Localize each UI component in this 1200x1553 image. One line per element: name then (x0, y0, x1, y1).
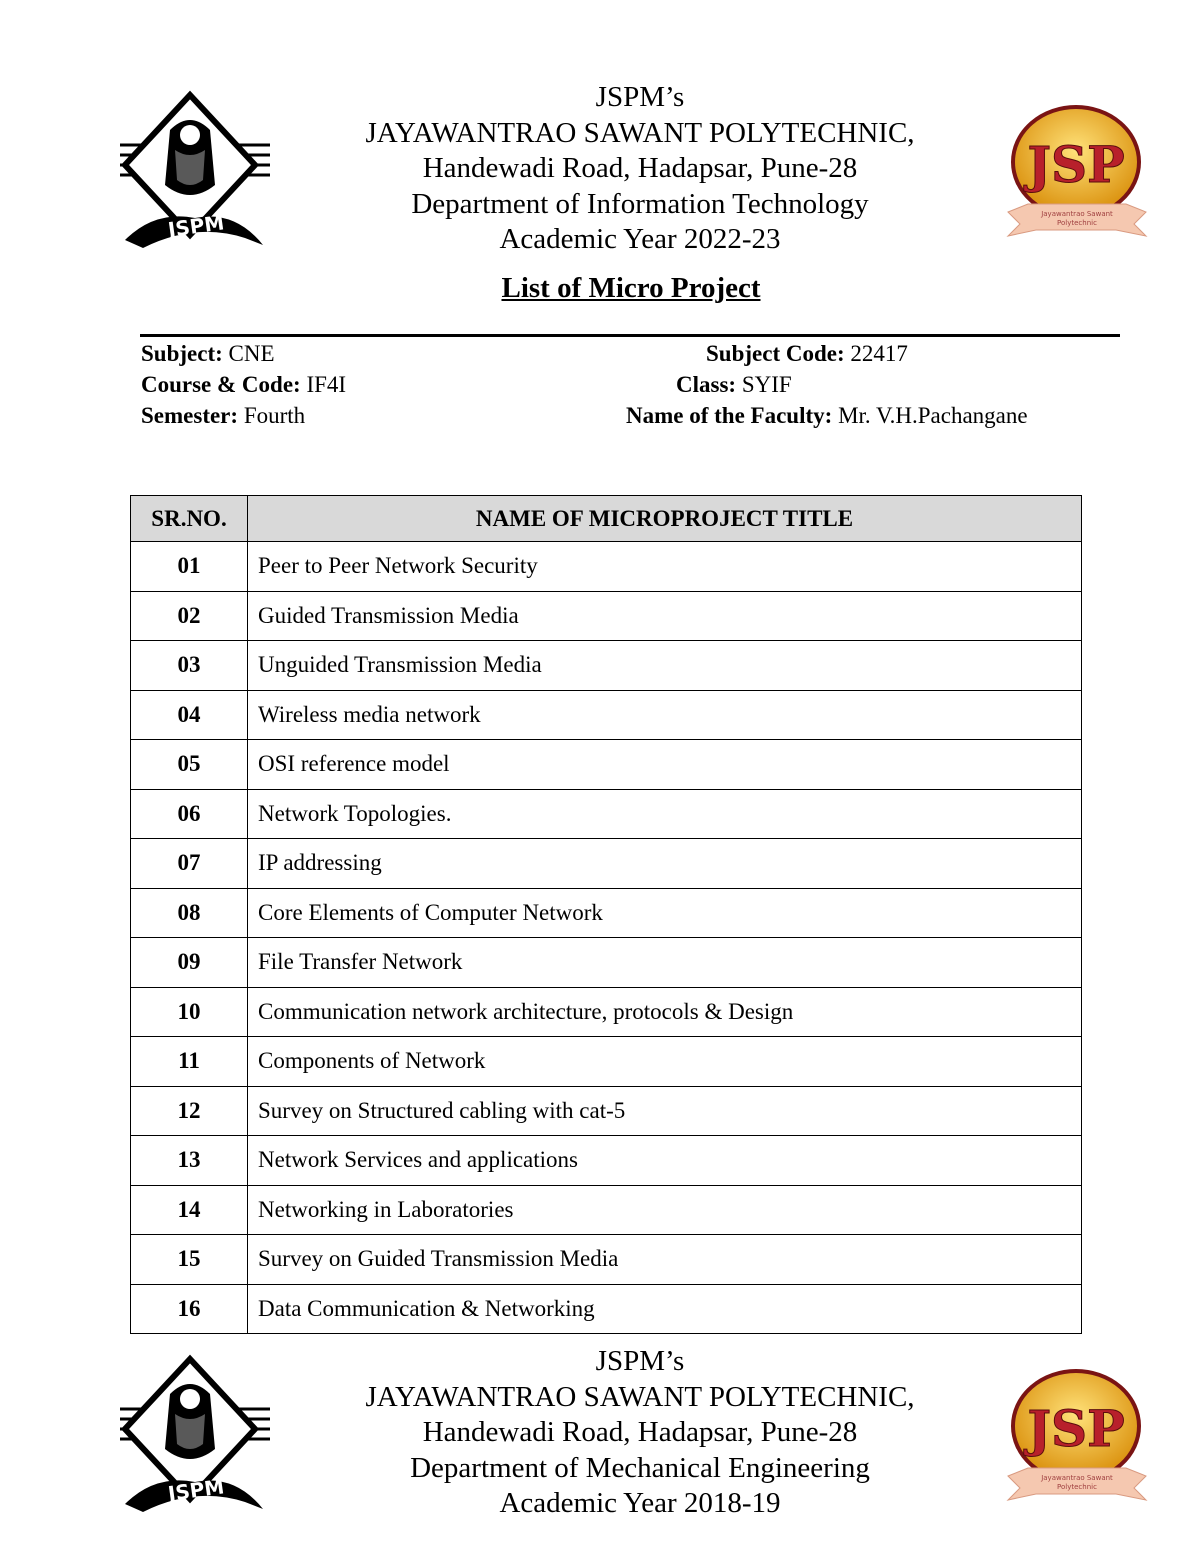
sr-no-cell: 11 (131, 1037, 248, 1087)
title-cell: Peer to Peer Network Security (248, 542, 1082, 592)
sr-no-cell: 16 (131, 1284, 248, 1334)
title-cell: Data Communication & Networking (248, 1284, 1082, 1334)
sr-no-cell: 05 (131, 740, 248, 790)
title-cell: Survey on Structured cabling with cat-5 (248, 1086, 1082, 1136)
table-row (131, 690, 1082, 740)
institute-name: JAYAWANTRAO SAWANT POLYTECHNIC, (365, 116, 915, 149)
department-name: Department of Information Technology (411, 187, 869, 220)
microproject-table (130, 495, 1082, 1334)
table-row (131, 1086, 1082, 1136)
title-cell: Network Services and applications (248, 1136, 1082, 1186)
sr-no-cell: 15 (131, 1235, 248, 1285)
sr-no-cell: 14 (131, 1185, 248, 1235)
sr-no-cell: 10 (131, 987, 248, 1037)
sr-no-cell: 03 (131, 641, 248, 691)
table-row (131, 888, 1082, 938)
table-row (131, 641, 1082, 691)
table-row (131, 1284, 1082, 1334)
svg-text:Polytechnic: Polytechnic (1057, 219, 1097, 227)
subject-info: Subject: CNE (141, 341, 275, 366)
title-cell: Communication network architecture, protocols & Design (248, 987, 1082, 1037)
title-cell: Guided Transmission Media (248, 591, 1082, 641)
title-cell: Network Topologies. (248, 789, 1082, 839)
sr-no-cell: 13 (131, 1136, 248, 1186)
table-row (131, 542, 1082, 592)
subject-code-info: Subject Code: 22417 (706, 341, 908, 366)
class-info: Class: SYIF (676, 372, 792, 397)
header-divider (140, 334, 1120, 337)
title-header: NAME OF MICROPROJECT TITLE (248, 496, 1082, 542)
semester-info: Semester: Fourth (141, 403, 306, 428)
sr-no-cell: 02 (131, 591, 248, 641)
sr-no-cell: 04 (131, 690, 248, 740)
institute-header-text-bottom (300, 1344, 980, 1522)
sr-no-cell: 12 (131, 1086, 248, 1136)
jsp-logo-icon (1006, 1368, 1148, 1513)
sr-no-cell: 09 (131, 938, 248, 988)
table-row (131, 1185, 1082, 1235)
course-info: Course & Code: IF4I (141, 372, 347, 397)
department-name: Department of Mechanical Engineering (410, 1451, 870, 1484)
table-row (131, 1136, 1082, 1186)
academic-year: Academic Year 2022-23 (499, 223, 781, 255)
institute-org: JSPM’s (595, 1345, 685, 1377)
table-row (131, 839, 1082, 889)
title-cell: Components of Network (248, 1037, 1082, 1087)
title-cell: OSI reference model (248, 740, 1082, 790)
title-cell: IP addressing (248, 839, 1082, 889)
sr-no-header: SR.NO. (131, 496, 248, 542)
table-row (131, 987, 1082, 1037)
institute-org: JSPM’s (595, 81, 685, 113)
title-cell: Wireless media network (248, 690, 1082, 740)
svg-text:Polytechnic: Polytechnic (1057, 1483, 1097, 1491)
title-cell: Networking in Laboratories (248, 1185, 1082, 1235)
faculty-info: Name of the Faculty: Mr. V.H.Pachangane (626, 403, 1028, 428)
title-cell: Core Elements of Computer Network (248, 888, 1082, 938)
table-row (131, 591, 1082, 641)
institute-header-text (300, 80, 980, 258)
table-row (131, 1235, 1082, 1285)
jsp-logo-icon (1006, 104, 1148, 249)
table-row (131, 789, 1082, 839)
title-cell: Unguided Transmission Media (248, 641, 1082, 691)
jsp-logo-text: JSP (1027, 1399, 1125, 1458)
sr-no-cell: 07 (131, 839, 248, 889)
jsp-logo-text: JSP (1027, 135, 1125, 194)
sr-no-cell: 06 (131, 789, 248, 839)
institute-address: Handewadi Road, Hadapsar, Pune-28 (422, 1416, 858, 1448)
title-cell: File Transfer Network (248, 938, 1082, 988)
sr-no-cell: 01 (131, 542, 248, 592)
svg-text:Jayawantrao Sawant: Jayawantrao Sawant (1041, 210, 1113, 218)
table-row (131, 740, 1082, 790)
academic-year: Academic Year 2018-19 (499, 1487, 781, 1519)
table-row (131, 938, 1082, 988)
jspm-logo-text: JSPM (166, 1474, 226, 1506)
table-header-row (131, 496, 1082, 542)
page-title: List of Micro Project (501, 272, 761, 304)
svg-text:Jayawantrao Sawant: Jayawantrao Sawant (1041, 1474, 1113, 1482)
title-cell: Survey on Guided Transmission Media (248, 1235, 1082, 1285)
jspm-logo-icon (115, 1354, 275, 1519)
jspm-logo-text: JSPM (166, 210, 226, 242)
table-row (131, 1037, 1082, 1087)
institute-address: Handewadi Road, Hadapsar, Pune-28 (422, 152, 858, 184)
jspm-logo-icon (115, 90, 275, 255)
sr-no-cell: 08 (131, 888, 248, 938)
institute-name: JAYAWANTRAO SAWANT POLYTECHNIC, (365, 1380, 915, 1413)
